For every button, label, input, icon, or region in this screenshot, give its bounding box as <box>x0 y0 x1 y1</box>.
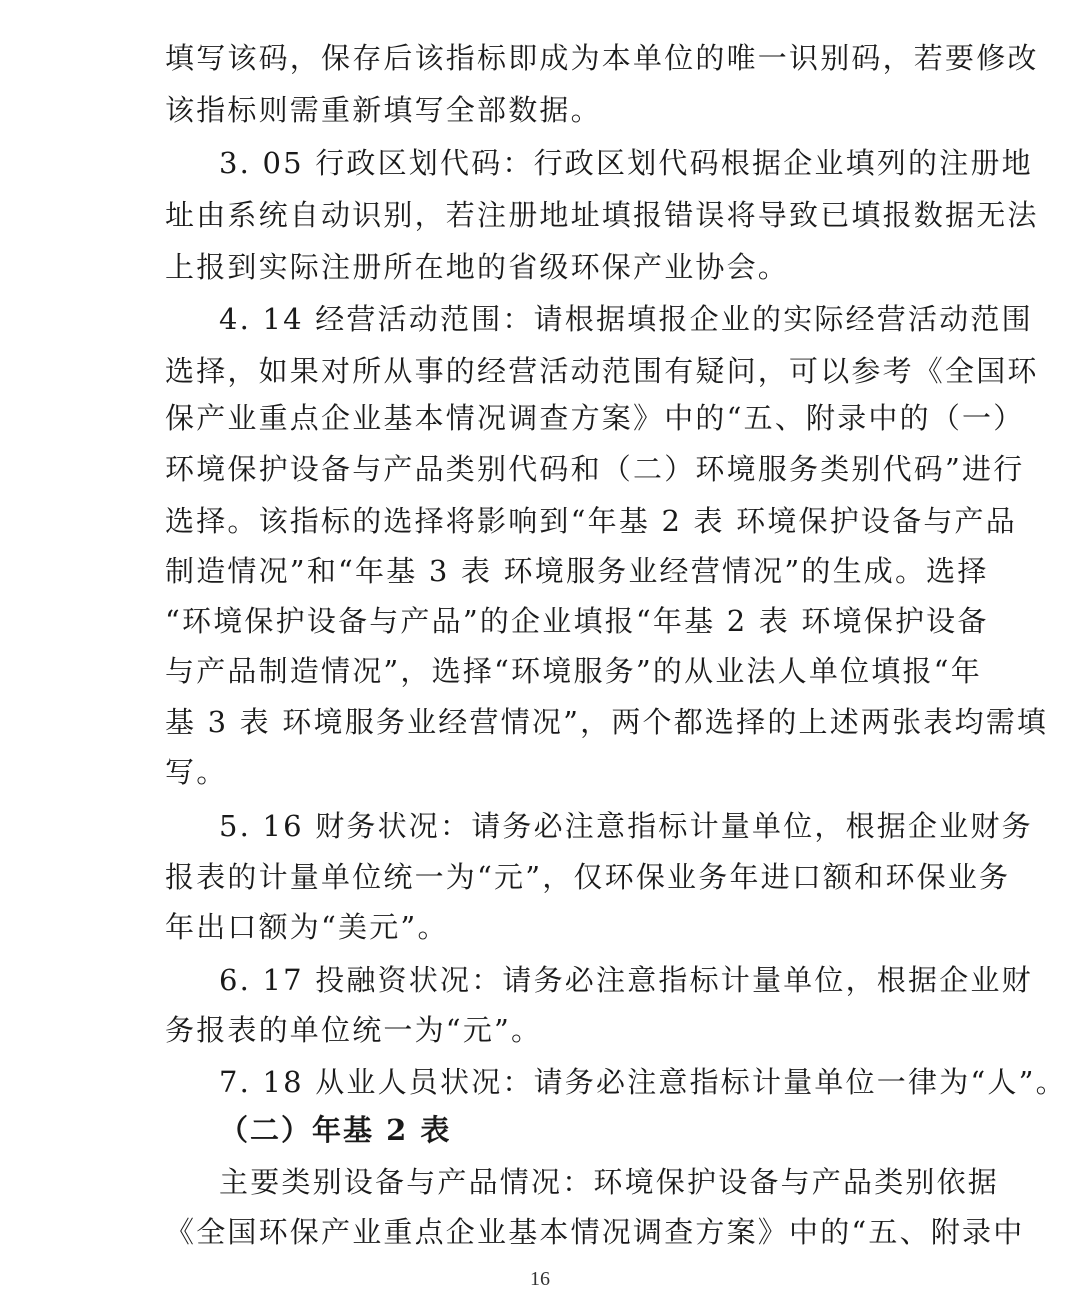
paragraph-line: 选择。该指标的选择将影响到“年基 2 表 环境保护设备与产品 <box>165 504 1017 538</box>
paragraph-line: 年出口额为“美元”。 <box>165 910 449 944</box>
paragraph-line: 报表的计量单位统一为“元”，仅环保业务年进口额和环保业务 <box>165 860 1011 894</box>
paragraph-line: 与产品制造情况”，选择“环境服务”的从业法人单位填报“年 <box>165 654 982 688</box>
paragraph-line: 选择，如果对所从事的经营活动范围有疑问，可以参考《全国环 <box>165 354 1039 388</box>
paragraph-line: 4. 14 经营活动范围：请根据填报企业的实际经营活动范围 <box>219 302 1033 336</box>
paragraph-line: 写。 <box>165 755 228 789</box>
paragraph-line: 上报到实际注册所在地的省级环保产业协会。 <box>165 250 790 284</box>
paragraph-line: 填写该码，保存后该指标即成为本单位的唯一识别码，若要修改 <box>165 41 1039 75</box>
paragraph-line: 务报表的单位统一为“元”。 <box>165 1013 543 1047</box>
paragraph-line: 主要类别设备与产品情况：环境保护设备与产品类别依据 <box>219 1165 1000 1199</box>
section-heading: （二）年基 2 表 <box>219 1113 452 1147</box>
page-number: 16 <box>530 1268 550 1290</box>
paragraph-line: 5. 16 财务状况：请务必注意指标计量单位，根据企业财务 <box>219 809 1033 843</box>
paragraph-line: 环境保护设备与产品类别代码和（二）环境服务类别代码”进行 <box>165 452 1025 486</box>
paragraph-line: 该指标则需重新填写全部数据。 <box>165 93 602 127</box>
paragraph-line: “环境保护设备与产品”的企业填报“年基 2 表 环境保护设备 <box>165 604 989 638</box>
paragraph-line: 保产业重点企业基本情况调查方案》中的“五、附录中的（一） <box>165 401 1025 435</box>
paragraph-line: 7. 18 从业人员状况：请务必注意指标计量单位一律为“人”。 <box>219 1065 1067 1099</box>
paragraph-line: 制造情况”和“年基 3 表 环境服务业经营情况”的生成。选择 <box>165 554 989 588</box>
paragraph-line: 《全国环保产业重点企业基本情况调查方案》中的“五、附录中 <box>165 1215 1025 1249</box>
paragraph-line: 址由系统自动识别，若注册地址填报错误将导致已填报数据无法 <box>165 198 1039 232</box>
paragraph-line: 6. 17 投融资状况：请务必注意指标计量单位，根据企业财 <box>219 963 1033 997</box>
paragraph-line: 3. 05 行政区划代码：行政区划代码根据企业填列的注册地 <box>219 146 1033 180</box>
paragraph-line: 基 3 表 环境服务业经营情况”，两个都选择的上述两张表均需填 <box>165 705 1049 739</box>
